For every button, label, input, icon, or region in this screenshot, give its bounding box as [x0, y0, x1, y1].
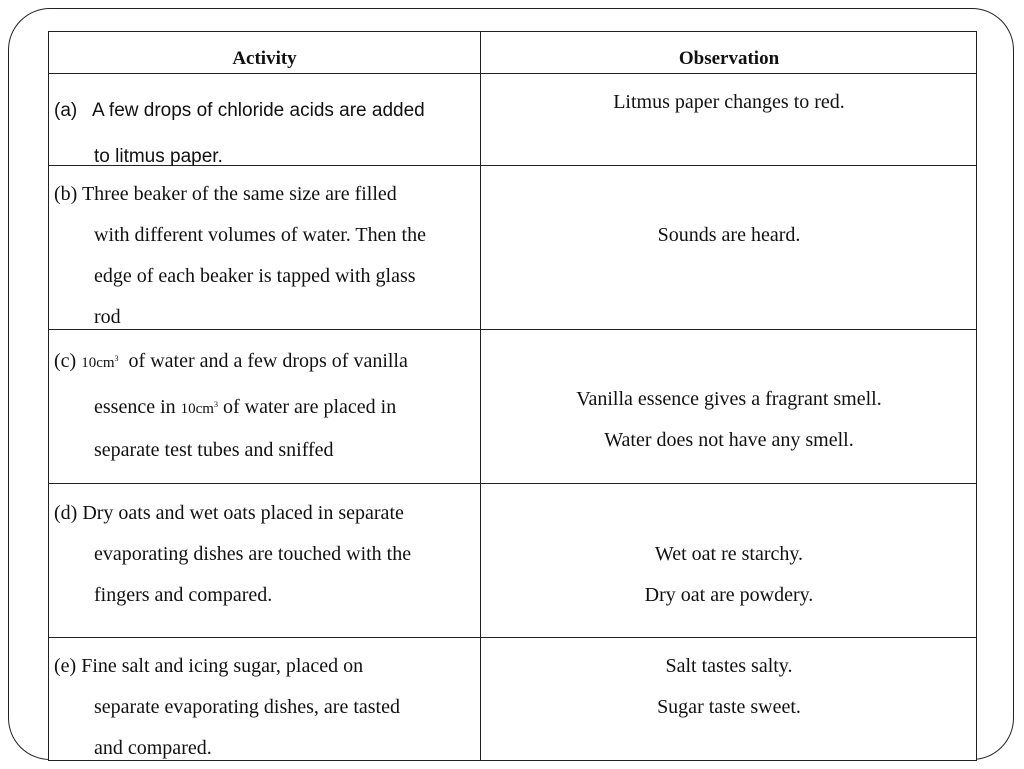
table-row-d-observation: Wet oat re starchy. Dry oat are powdery.	[644, 543, 814, 606]
table-row-c-observation: Vanilla essence gives a fragrant smell. Water does not have any smell.	[576, 388, 882, 451]
table-row-b-activity: (b) Three beaker of the same size are filled with different volumes of water. Then the edge of each beaker is tapped with glass rod	[54, 183, 426, 328]
table-row-a-activity: (a) A few drops of chloride acids are added to litmus paper.	[54, 100, 425, 167]
activity-observation-table	[48, 31, 977, 761]
column-divider	[480, 32, 481, 760]
table-row-c-activity: (c) $10cm^3$ of water and a few drops of vanilla essence in $10cm^3$ of water are placed in separate test tubes and sniffed	[54, 350, 408, 461]
table-row-e-activity: (e) Fine salt and icing sugar, placed on separate evaporating dishes, are tasted and compared.	[54, 655, 400, 759]
header-activity: Activity	[232, 48, 297, 69]
table-row-d-activity: (d) Dry oats and wet oats placed in separate evaporating dishes are touched with the fingers and compared.	[54, 502, 412, 606]
row-divider	[49, 73, 976, 74]
row-label: (a)	[54, 100, 78, 121]
table-row-a-observation: Litmus paper changes to red.	[613, 91, 845, 113]
header-observation: Observation	[678, 48, 780, 69]
row-divider	[49, 483, 976, 484]
table-row-b-observation: Sounds are heard.	[657, 224, 801, 246]
row-divider	[49, 165, 976, 166]
row-divider	[49, 329, 976, 330]
table-row-e-observation: Salt tastes salty. Sugar taste sweet.	[657, 655, 801, 718]
row-divider	[49, 637, 976, 638]
